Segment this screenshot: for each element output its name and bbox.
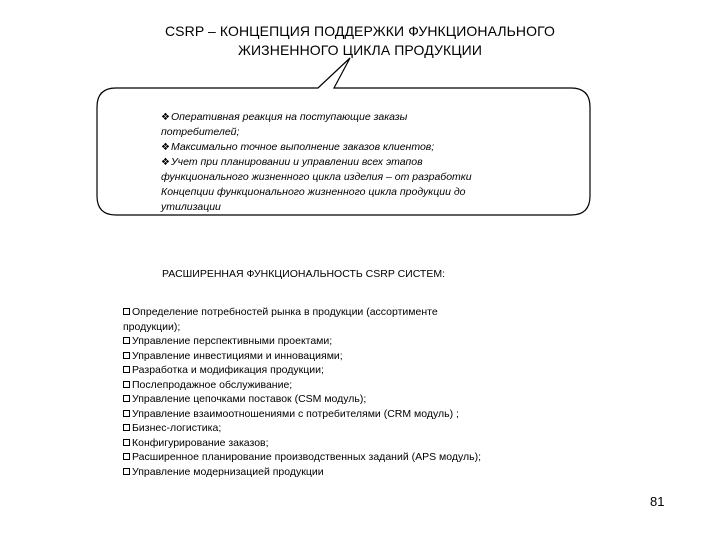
callout-line-text: функционального жизненного цикла изделия – от разработки	[161, 171, 472, 183]
list-item-text: Послепродажное обслуживание;	[132, 378, 293, 391]
list-item	[123, 378, 593, 393]
list-item-text: Управление модернизацией продукции	[132, 465, 324, 478]
square-bullet-icon	[123, 381, 130, 388]
callout-line	[161, 200, 581, 215]
square-bullet-icon	[123, 424, 130, 431]
list-item	[123, 320, 593, 335]
callout-line-text: Максимально точное выполнение заказов клиентов;	[170, 141, 435, 153]
list-item-text: продукции);	[123, 320, 181, 333]
list-item-text: Разработка и модификация продукции;	[132, 364, 324, 376]
callout-line-text: Оперативная реакция на поступающие заказы	[170, 111, 408, 123]
list-item	[123, 334, 593, 349]
list-item-text: Управление инвестициями и инновациями;	[132, 349, 343, 362]
list-item-text: Управление перспективными проектами;	[132, 335, 333, 347]
callout-line-text: потребителей;	[161, 126, 240, 138]
square-bullet-icon	[123, 453, 130, 460]
diamond-bullet-icon: ❖	[161, 112, 170, 123]
list-item-text: Управление цепочками поставок (CSM модуль);	[132, 393, 367, 405]
list-item	[123, 450, 593, 465]
list-item-text: Бизнес-логистика;	[132, 422, 222, 434]
callout-line	[161, 125, 581, 140]
slide-title-line-1: CSRP – КОНЦЕПЦИЯ ПОДДЕРЖКИ ФУНКЦИОНАЛЬНОГО	[164, 23, 556, 39]
list-item	[123, 436, 593, 451]
callout-line	[161, 185, 581, 200]
list-item-text: Расширенное планирование производственных заданий (APS модуль);	[132, 451, 482, 463]
list-item	[123, 392, 593, 407]
square-bullet-icon	[123, 366, 130, 373]
callout-text	[161, 110, 581, 215]
callout-line-text: Учет при планировании и управлении всех этапов	[170, 156, 423, 168]
list-item	[123, 349, 593, 364]
callout-line-text: утилизации	[161, 201, 221, 213]
square-bullet-icon	[123, 395, 130, 402]
square-bullet-icon	[123, 308, 130, 315]
square-bullet-icon	[123, 439, 130, 446]
square-bullet-icon	[123, 468, 130, 475]
slide-title-line-2: ЖИЗНЕННОГО ЦИКЛА ПРОДУКЦИИ	[237, 42, 482, 58]
callout-line-text: Концепции функционального жизненного цикла продукции до	[161, 186, 466, 198]
diamond-bullet-icon: ❖	[161, 157, 170, 168]
square-bullet-icon	[123, 352, 130, 359]
list-item	[123, 305, 593, 320]
list-item-text: Управление взаимоотношениями с потребителями (CRM модуль) ;	[132, 407, 459, 420]
square-bullet-icon	[123, 337, 130, 344]
page-number: 81	[650, 494, 665, 509]
list-item	[123, 421, 593, 436]
callout-line	[161, 110, 581, 125]
callout-line	[161, 155, 581, 170]
section-heading: РАСШИРЕННАЯ ФУНКЦИОНАЛЬНОСТЬ CSRP СИСТЕМ:	[162, 268, 446, 280]
feature-list	[123, 305, 593, 479]
list-item	[123, 407, 593, 422]
square-bullet-icon	[123, 410, 130, 417]
callout-line	[161, 170, 581, 185]
list-item	[123, 363, 593, 378]
callout-line	[161, 140, 581, 155]
list-item-text: Конфигурирование заказов;	[132, 436, 269, 449]
list-item-text: Определение потребностей рынка в продукции (ассортименте	[132, 306, 438, 318]
diamond-bullet-icon: ❖	[161, 142, 170, 153]
list-item	[123, 465, 593, 480]
